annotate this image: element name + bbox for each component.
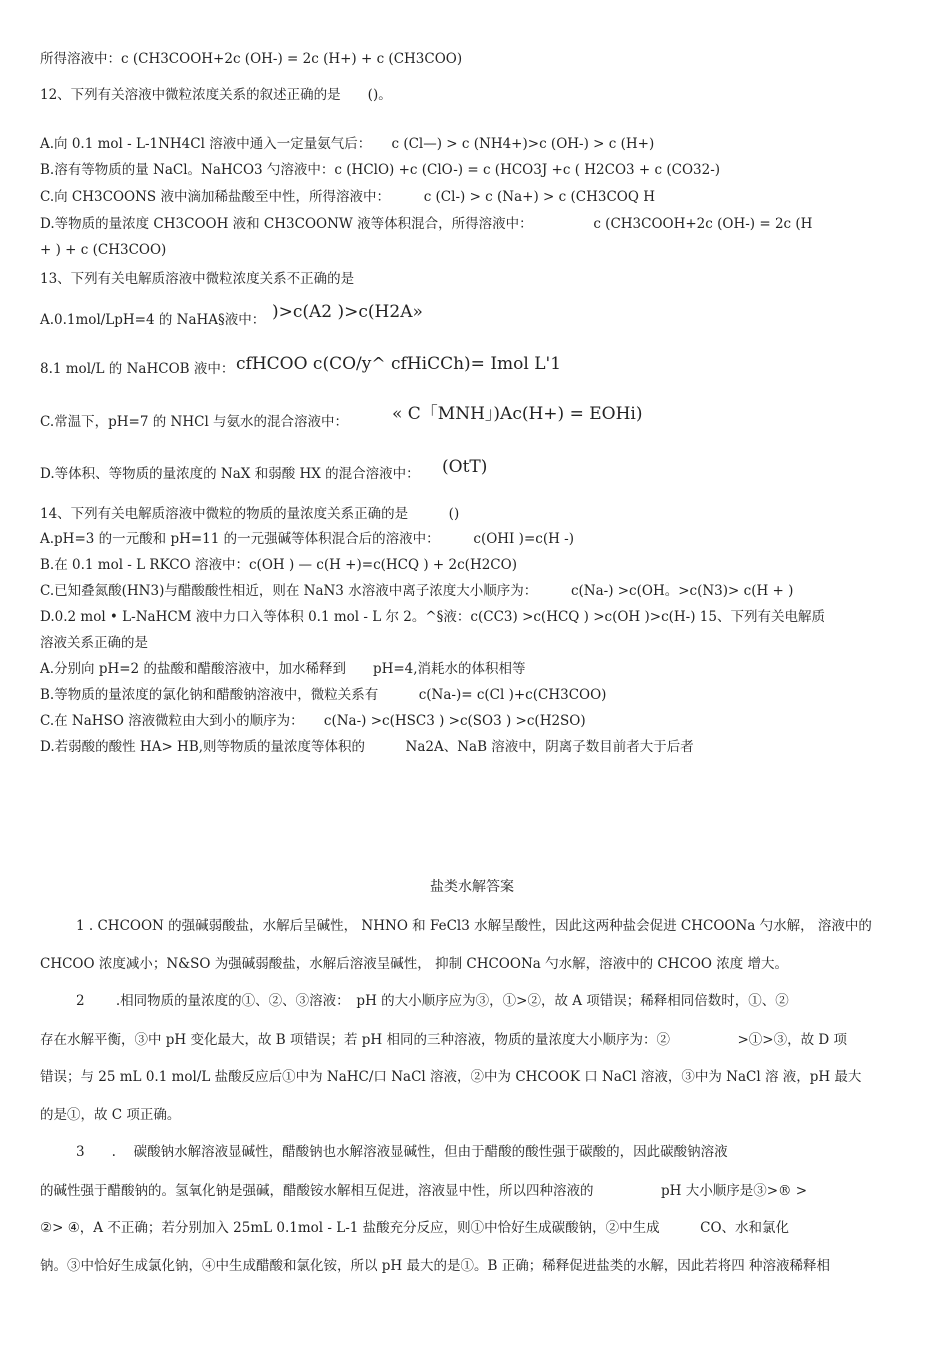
option-a: A.向 0.1 mol - L-1NH4Cl 溶液中通入一定量氨气后： c (Cl—) > c (NH4+)>c (OH-) > c (H+)	[40, 136, 655, 152]
option-c: C.已知叠氮酸(HN3)与醋酸酸性相近，则在 NaN3 水溶液中离子浓度大小顺序为： c(Na-) >c(OH。>c(N3)> c(H + )	[40, 583, 794, 599]
answer-title: 盐类水解答案	[430, 879, 514, 895]
formula-text: (OtT)	[442, 457, 488, 477]
formula-text: cfHCOO c(CO/y^ cfHiCCh)= Imol L'1	[236, 354, 562, 374]
answer-paragraph: 钠。③中恰好生成氯化钠，④中生成醋酸和氯化铵，所以 pH 最大的是①。B 正确；稀释促进盐类的水解，因此若将四 种溶液稀释相	[40, 1258, 830, 1274]
text-line: 溶液关系正确的是	[40, 635, 148, 651]
option-a: A.0.1mol/LpH=4 的 NaHA§液中：	[40, 312, 266, 328]
option-d: D.等体积、等物质的量浓度的 NaX 和弱酸 HX 的混合溶液中：	[40, 466, 420, 482]
answer-paragraph: 错误；与 25 mL 0.1 mol/L 盐酸反应后①中为 NaHC/口 NaCl 溶液，②中为 CHCOOK 口 NaCl 溶液，③中为 NaCl 溶 液，pH 最大	[40, 1069, 862, 1085]
option-b: B.溶有等物质的量 NaCl。NaHCO3 勺溶液中：c (HClO) +c (ClO-) = c (HCO3J +c ( H2CO3 + c (CO32-)	[40, 162, 721, 178]
answer-paragraph: 的是①，故 C 项正确。	[40, 1107, 181, 1123]
answer-paragraph: 1 . CHCOON 的强碱弱酸盐，水解后呈碱性， NHNO 和 FeCl3 水解呈酸性，因此这两种盐会促进 CHCOONa 勺水解， 溶液中的	[76, 918, 872, 934]
option-a: A.分别向 pH=2 的盐酸和醋酸溶液中，加水稀释到 pH=4,消耗水的体积相等	[40, 661, 526, 677]
option-b: B.等物质的量浓度的氯化钠和醋酸钠溶液中，微粒关系有 c(Na-)= c(Cl )+c(CH3COO)	[40, 687, 607, 703]
question-12: 12、下列有关溶液中微粒浓度关系的叙述正确的是 ()。	[40, 87, 392, 103]
answer-paragraph: 2 .相同物质的量浓度的①、②、③溶液： pH 的大小顺序应为③，①>②，故 A 项错误；稀释相同倍数时，①、②	[76, 993, 789, 1009]
option-d: D.若弱酸的酸性 HA> HB,则等物质的量浓度等体积的 Na2A、NaB 溶液中，阴离子数目前者大于后者	[40, 739, 694, 755]
formula-text: )>c(A2 )>c(H2A»	[272, 302, 423, 322]
option-b: 8.1 mol/L 的 NaHCOB 液中：	[40, 361, 235, 377]
answer-paragraph: ②> ④，A 不正确；若分别加入 25mL 0.1mol - L-1 盐酸充分反应，则①中恰好生成碳酸钠，②中生成 CO、水和氯化	[40, 1220, 790, 1236]
question-13: 13、下列有关电解质溶液中微粒浓度关系不正确的是	[40, 271, 355, 287]
answer-paragraph: 存在水解平衡，③中 pH 变化最大，故 B 项错误；若 pH 相同的三种溶液，物质的量浓度大小顺序为：② >①>③，故 D 项	[40, 1032, 848, 1048]
answer-paragraph: 3 . 碳酸钠水解溶液显碱性，醋酸钠也水解溶液显碱性，但由于醋酸的酸性强于碳酸的，因此碳酸钠溶液	[76, 1144, 728, 1160]
answer-paragraph: CHCOO 浓度减小；N&SO 为强碱弱酸盐，水解后溶液呈碱性， 抑制 CHCOONa 勺水解，溶液中的 CHCOO 浓度 增大。	[40, 956, 789, 972]
formula-text: « C「MNH」)Ac(H+) = EOHi)	[392, 404, 643, 424]
option-b: B.在 0.1 mol - L RKCO 溶液中：c(OH ) — c(H +)=c(HCQ ) + 2c(H2CO)	[40, 557, 517, 573]
option-a: A.pH=3 的一元酸和 pH=11 的一元强碱等体积混合后的溶液中： c(OHI )=c(H -)	[40, 531, 574, 547]
option-c: C.常温下，pH=7 的 NHCl 与氨水的混合溶液中：	[40, 414, 349, 430]
text-line: + ) + c (CH3COO)	[40, 242, 167, 258]
text-line: 所得溶液中：c (CH3COOH+2c (OH-) = 2c (H+) + c (CH3COO)	[40, 51, 463, 67]
option-d: D.0.2 mol • L-NaHCM 液中力口入等体积 0.1 mol - L 尔 2。^§液：c(CC3) >c(HCQ ) >c(OH )>c(H-) 15、下列有关电解质	[40, 609, 825, 625]
option-c: C.在 NaHSO 溶液微粒由大到小的顺序为： c(Na-) >c(HSC3 ) >c(SO3 ) >c(H2SO)	[40, 713, 586, 729]
option-c: C.向 CH3COONS 液中滴加稀盐酸至中性，所得溶液中： c (Cl-) > c (Na+) > c (CH3COQ H	[40, 189, 655, 205]
answer-paragraph: 的碱性强于醋酸钠的。氢氧化钠是强碱，醋酸铵水解相互促进，溶液显中性，所以四种溶液的 pH 大小顺序是③>® >	[40, 1183, 808, 1199]
question-14: 14、下列有关电解质溶液中微粒的物质的量浓度关系正确的是 ()	[40, 506, 460, 522]
option-d: D.等物质的量浓度 CH3COOH 液和 CH3COONW 液等体积混合，所得溶液中： c (CH3COOH+2c (OH-) = 2c (H	[40, 216, 813, 232]
